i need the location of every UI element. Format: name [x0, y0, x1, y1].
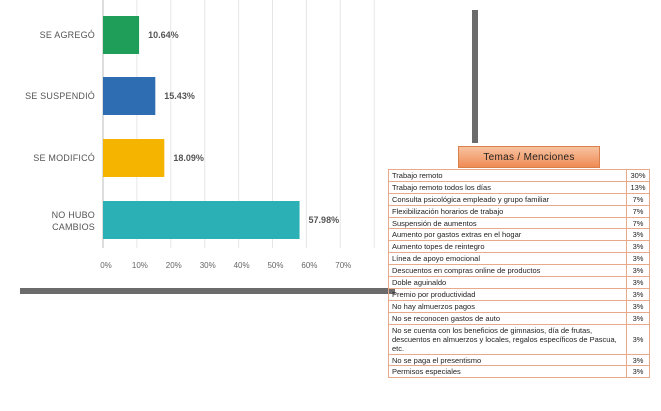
topic-label: No se cuenta con los beneficios de gimnasios, día de frutas, descuentos en almuerzos y locales, regalos específicos de Pascua, etc. — [389, 324, 627, 354]
topic-row — [389, 265, 650, 277]
topic-row — [389, 324, 650, 354]
bar-chart — [0, 0, 400, 285]
topic-row — [389, 241, 650, 253]
value-labels — [148, 30, 339, 225]
bars — [103, 16, 300, 239]
topic-percentage: 3% — [627, 241, 650, 253]
topic-percentage: 3% — [627, 366, 650, 378]
tick-label: 10% — [131, 261, 148, 270]
topic-percentage: 3% — [627, 324, 650, 354]
topic-label: Consulta psicológica empleado y grupo familiar — [389, 193, 627, 205]
topic-percentage: 3% — [627, 300, 650, 312]
topic-row — [389, 312, 650, 324]
topic-row — [389, 217, 650, 229]
topic-percentage: 30% — [627, 170, 650, 182]
topic-label: No se reconocen gastos de auto — [389, 312, 627, 324]
topic-label: Suspensión de aumentos — [389, 217, 627, 229]
topic-percentage: 7% — [627, 217, 650, 229]
topics-table — [388, 169, 650, 378]
topic-row — [389, 205, 650, 217]
topic-label: Aumento por gastos extras en el hogar — [389, 229, 627, 241]
gray-vertical-divider — [472, 10, 478, 143]
tick-label: 30% — [199, 261, 216, 270]
topics-header: Temas / Menciones — [458, 146, 600, 168]
topic-label: Doble aguinaldo — [389, 277, 627, 289]
category-labels — [25, 30, 95, 232]
topic-row — [389, 277, 650, 289]
topic-label: No hay almuerzos pagos — [389, 300, 627, 312]
tick-label: 70% — [335, 261, 352, 270]
topic-row — [389, 366, 650, 378]
topic-label: No se paga el presentismo — [389, 354, 627, 366]
tick-labels — [100, 261, 351, 270]
tick-label: 20% — [165, 261, 182, 270]
topic-percentage: 7% — [627, 205, 650, 217]
value-label: 15.43% — [164, 91, 195, 101]
topic-percentage: 3% — [627, 288, 650, 300]
topic-row — [389, 181, 650, 193]
topic-row — [389, 193, 650, 205]
category-label: SE SUSPENDIÓ — [25, 91, 95, 101]
topic-row — [389, 253, 650, 265]
topic-percentage: 7% — [627, 193, 650, 205]
category-label: NO HUBO CAMBIOS — [51, 210, 95, 232]
topic-row — [389, 354, 650, 366]
bar — [103, 77, 155, 115]
topic-percentage: 3% — [627, 265, 650, 277]
topic-percentage: 3% — [627, 277, 650, 289]
topic-label: Aumento topes de reintegro — [389, 241, 627, 253]
category-label: SE AGREGÓ — [39, 30, 95, 40]
topic-label: Descuentos en compras online de productos — [389, 265, 627, 277]
tick-label: 40% — [233, 261, 250, 270]
topic-label: Permisos especiales — [389, 366, 627, 378]
bar — [103, 16, 139, 54]
bar — [103, 139, 164, 177]
topic-row — [389, 300, 650, 312]
topic-percentage: 13% — [627, 181, 650, 193]
value-label: 10.64% — [148, 30, 179, 40]
value-label: 57.98% — [308, 215, 340, 225]
tick-label: 60% — [301, 261, 318, 270]
topic-label: Trabajo remoto — [389, 170, 627, 182]
tick-label: 0% — [100, 261, 112, 270]
topic-label: Premio por productividad — [389, 288, 627, 300]
value-label: 18.09% — [173, 153, 204, 163]
topic-label: Flexibilización horarios de trabajo — [389, 205, 627, 217]
topic-percentage: 3% — [627, 229, 650, 241]
topic-label: Línea de apoyo emocional — [389, 253, 627, 265]
topic-row — [389, 229, 650, 241]
topic-row — [389, 170, 650, 182]
topic-percentage: 3% — [627, 312, 650, 324]
category-label: SE MODIFICÓ — [33, 153, 95, 163]
topic-row — [389, 288, 650, 300]
bar — [103, 201, 300, 239]
topic-percentage: 3% — [627, 354, 650, 366]
topic-label: Trabajo remoto todos los días — [389, 181, 627, 193]
topic-percentage: 3% — [627, 253, 650, 265]
tick-label: 50% — [267, 261, 284, 270]
gray-horizontal-divider — [20, 288, 395, 294]
